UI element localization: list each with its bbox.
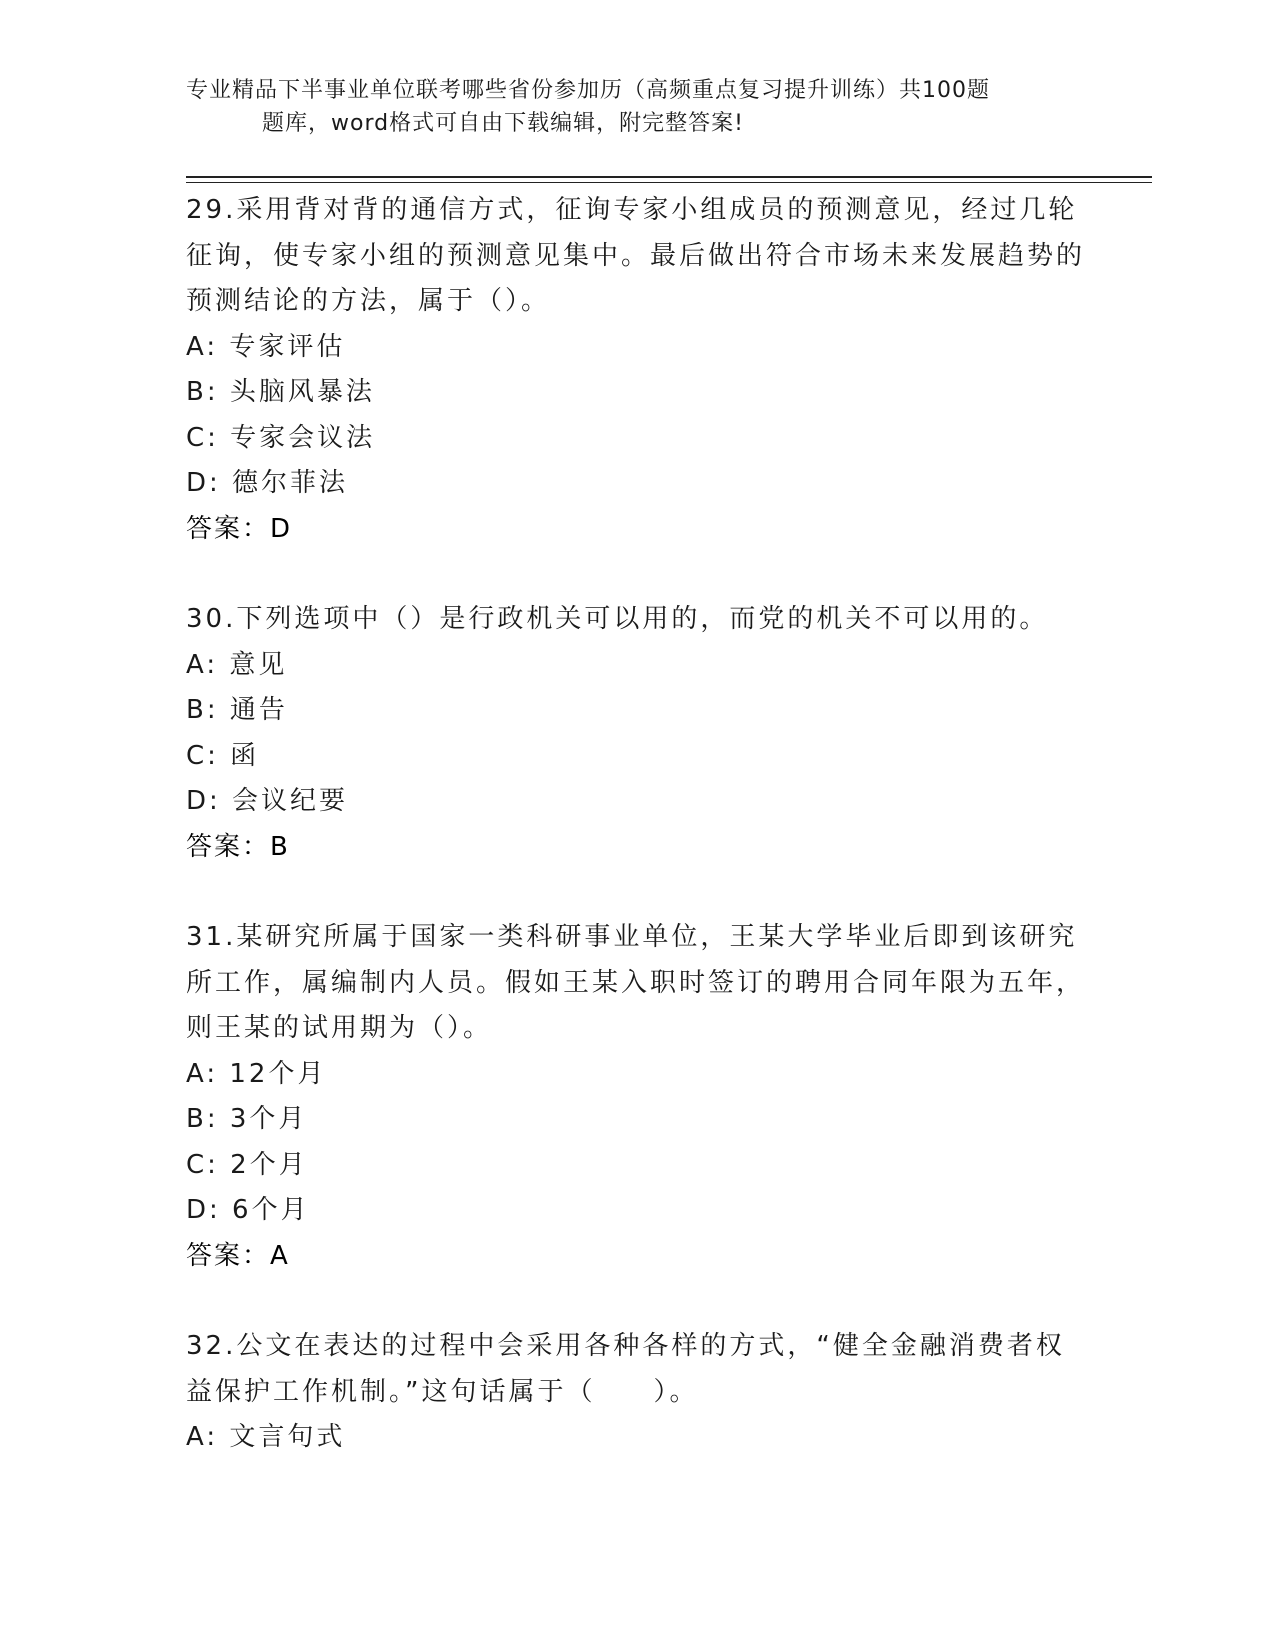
question-stem: 29.采用背对背的通信方式，征询专家小组成员的预测意见，经过几轮征询，使专家小组的预测意见集中。最后做出符合市场未来发展趋势的预测结论的方法，属于（）。 xyxy=(186,195,1086,316)
header-rule-thick xyxy=(186,176,1152,178)
question-list xyxy=(186,188,1086,1506)
answer-line: 答案：A xyxy=(186,1240,290,1271)
option-d: D: 德尔菲法 xyxy=(186,468,349,498)
option-c: C: 专家会议法 xyxy=(186,422,376,453)
option-a: A: 意见 xyxy=(186,649,288,680)
option-a: A: 12个月 xyxy=(186,1058,327,1089)
question-stem: 31.某研究所属于国家一类科研事业单位，王某大学毕业后即到该研究所工作，属编制内人员。假如王某入职时签订的聘用合同年限为五年，则王某的试用期为（）。 xyxy=(186,922,1086,1043)
header-rule-thin xyxy=(186,182,1152,183)
header-title-line2: 题库，word格式可自由下载编辑，附完整答案! xyxy=(262,111,744,136)
question-31 xyxy=(186,915,1086,1279)
answer-line: 答案：D xyxy=(186,513,293,544)
document-header xyxy=(186,74,1066,140)
option-d: D: 6个月 xyxy=(186,1195,310,1225)
option-d: D: 会议纪要 xyxy=(186,786,349,816)
question-stem: 30.下列选项中（）是行政机关可以用的，而党的机关不可以用的。 xyxy=(186,604,1049,634)
answer-line: 答案：B xyxy=(186,831,290,862)
option-c: C: 函 xyxy=(186,740,260,771)
question-29 xyxy=(186,188,1086,552)
option-b: B: 通告 xyxy=(186,695,288,725)
option-b: B: 头脑风暴法 xyxy=(186,377,375,407)
option-b: B: 3个月 xyxy=(186,1104,308,1134)
header-title-line1: 专业精品下半事业单位联考哪些省份参加历（高频重点复习提升训练）共100题 xyxy=(186,78,990,103)
question-32 xyxy=(186,1324,1086,1461)
option-c: C: 2个月 xyxy=(186,1149,308,1180)
question-stem: 32.公文在表达的过程中会采用各种各样的方式，“健全金融消费者权益保护工作机制。”这句话属于（ ）。 xyxy=(186,1331,1065,1407)
option-a: A: 文言句式 xyxy=(186,1422,346,1452)
question-30 xyxy=(186,597,1086,870)
option-a: A: 专家评估 xyxy=(186,331,346,362)
